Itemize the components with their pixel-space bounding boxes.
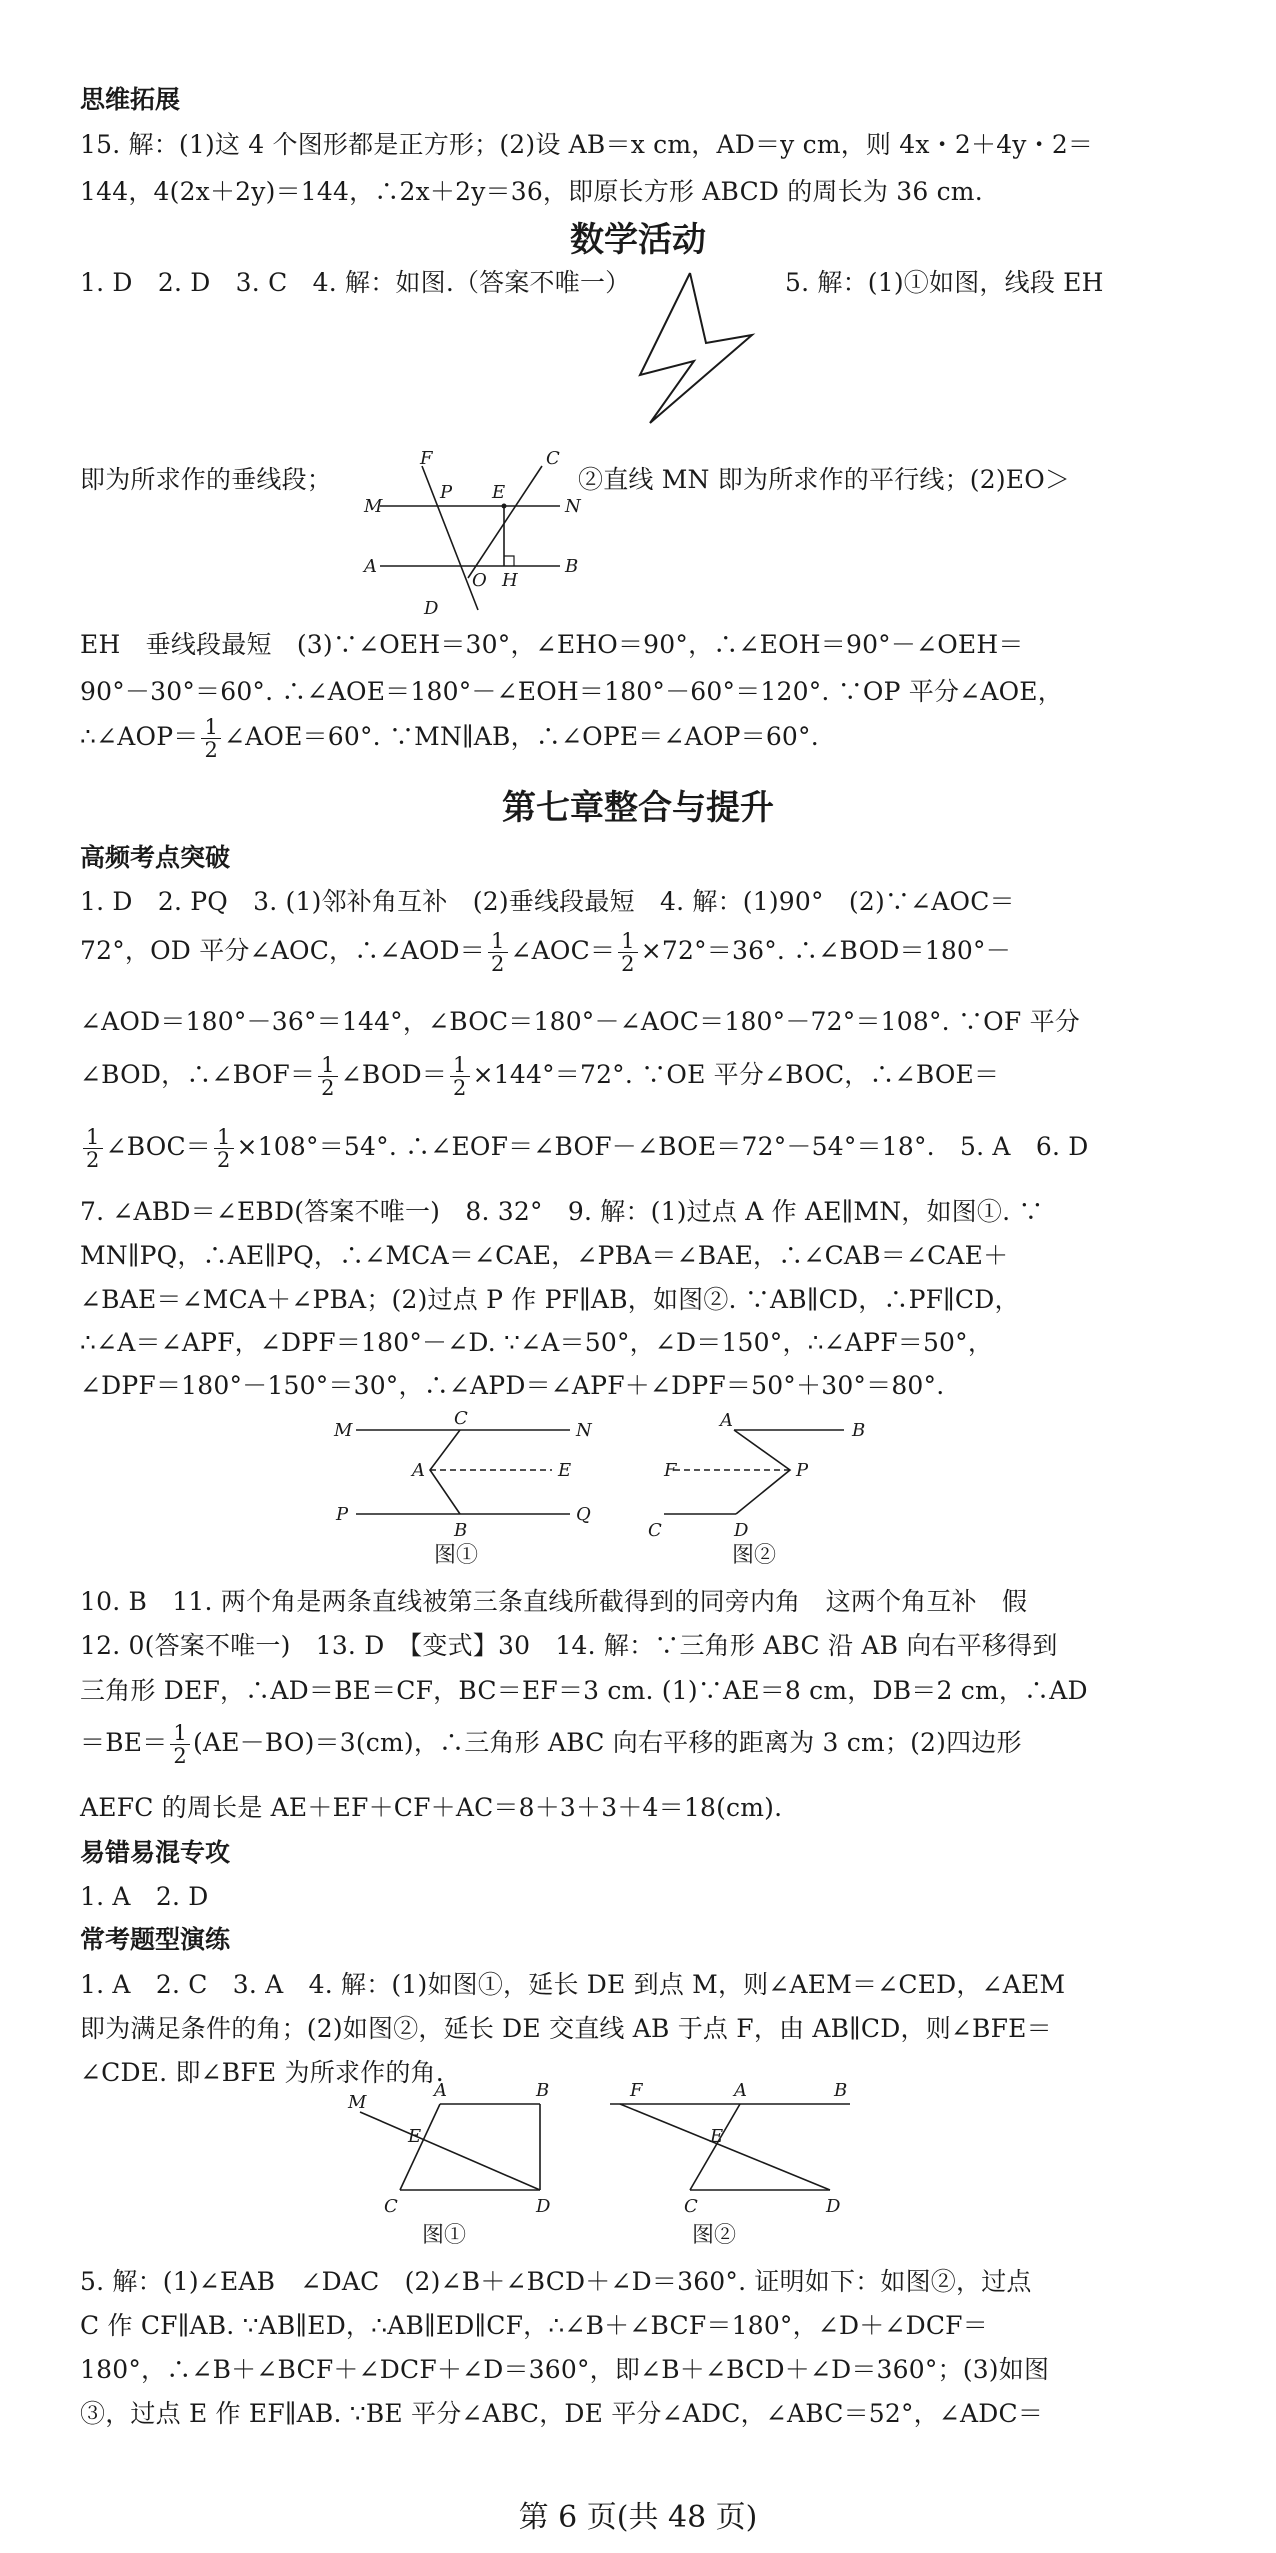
section-heading-common-types: 常考题型演练	[80, 1925, 231, 1954]
label-N: N	[565, 496, 581, 517]
answer-line-hf-4: ∠BOD，∴∠BOF＝ $\frac{1}{2}$ ∠BOD＝ $\frac{1}{2}$ ×144°＝72°. ∵OE 平分∠BOC，∴∠BOE＝	[80, 1053, 1000, 1101]
section-title-chapter-7: 第七章整合与提升	[502, 788, 774, 828]
fraction-half: $\frac{1}{2}$	[450, 1054, 470, 1099]
answer-line-15-a: 15. 解：(1)这 4 个图形都是正方形；(2)设 AB＝x cm，AD＝y cm，则 4x・2＋4y・2＝	[80, 130, 1094, 159]
answer-line-ep-1: 1. A 2. D	[80, 1882, 209, 1911]
answer-line-hf-3: ∠AOD＝180°－36°＝144°，∠BOC＝180°－∠AOC＝180°－72°＝108°. ∵OF 平分	[80, 1007, 1080, 1036]
answer-line-15-b: 144，4(2x＋2y)＝144，∴2x＋2y＝36，即原长方形 ABCD 的周长为 36 cm.	[80, 177, 983, 206]
answer-line-activity-5: 5. 解：(1)①如图，线段 EH	[785, 268, 1104, 297]
answer-line-hf-7: MN∥PQ，∴AE∥PQ，∴∠MCA＝∠CAE，∠PBA＝∠BAE，∴∠CAB＝∠CAE＋	[80, 1241, 1009, 1270]
figure-caption: 图②	[692, 2223, 737, 2248]
answer-line-ct-6: 180°，∴∠B＋∠BCF＋∠DCF＋∠D＝360°，即∠B＋∠BCD＋∠D＝360°；(3)如图	[80, 2355, 1050, 2384]
figure-perpendicular	[360, 450, 590, 634]
answer-line-activity-5-a: 即为所求作的垂线段；	[80, 465, 333, 494]
label-F: F	[420, 450, 433, 469]
answer-line-hf-14: ＝BE＝ $\frac{1}{2}$ (AE－BO)＝3(cm)，∴三角形 ABC 向右平移的距离为 3 cm；(2)四边形	[80, 1721, 1022, 1769]
label-A: A	[734, 2080, 747, 2101]
answer-line-ct-7: ③，过点 E 作 EF∥AB. ∵BE 平分∠ABC，DE 平分∠ADC，∠ABC＝52°，∠ADC＝	[80, 2399, 1044, 2428]
label-C: C	[454, 1410, 468, 1429]
label-Q: Q	[576, 1504, 591, 1525]
section-heading-error-prone: 易错易混专攻	[80, 1838, 231, 1867]
label-H: H	[502, 570, 518, 591]
figure-problem-9-2	[640, 1410, 880, 1574]
figure-ct-4-1	[340, 2078, 570, 2252]
answer-line-activity-5-b: ②直线 MN 即为所求作的平行线；(2)EO＞	[578, 465, 1071, 494]
label-A: A	[434, 2080, 447, 2101]
answer-line-ct-4: 5. 解：(1)∠EAB ∠DAC (2)∠B＋∠BCD＋∠D＝360°. 证明如下：如图②，过点	[80, 2267, 1032, 2296]
answer-line-hf-6: 7. ∠ABD＝∠EBD(答案不唯一) 8. 32° 9. 解：(1)过点 A 作 AE∥MN，如图①. ∵	[80, 1197, 1044, 1226]
label-M: M	[364, 496, 383, 517]
label-B: B	[834, 2080, 848, 2101]
answer-line-ct-5: C 作 CF∥AB. ∵AB∥ED，∴AB∥ED∥CF，∴∠B＋∠BCF＝180°，∠D＋∠DCF＝	[80, 2311, 988, 2340]
label-B: B	[536, 2080, 550, 2101]
label-O: O	[472, 570, 487, 591]
label-P: P	[336, 1504, 349, 1525]
answer-line-hf-2: 72°，OD 平分∠AOC，∴∠AOD＝ $\frac{1}{2}$ ∠AOC＝ $\frac{1}{2}$ ×72°＝36°. ∴∠BOD＝180°－	[80, 929, 1011, 977]
label-N: N	[576, 1420, 592, 1441]
answer-line-hf-13: 三角形 DEF，∴AD＝BE＝CF，BC＝EF＝3 cm. (1)∵AE＝8 cm，DB＝2 cm，∴AD	[80, 1676, 1088, 1705]
lightning-figure	[630, 265, 760, 434]
fraction-half: $\frac{1}{2}$	[214, 1126, 234, 1171]
section-heading-thinking: 思维拓展	[80, 85, 181, 114]
label-F: F	[630, 2080, 643, 2101]
fraction-half: $\frac{1}{2}$	[618, 930, 638, 975]
label-E: E	[558, 1460, 572, 1481]
label-B: B	[852, 1420, 866, 1441]
answer-line-activity-8: ∴∠AOP＝ $\frac{1}{2}$ ∠AOE＝60°. ∵MN∥AB，∴∠OPE＝∠AOP＝60°.	[80, 715, 819, 763]
fraction-half: $\frac{1}{2}$	[201, 716, 221, 761]
answer-line-activity-6: EH 垂线段最短 (3)∵∠OEH＝30°，∠EHO＝90°，∴∠EOH＝90°－∠OEH＝	[80, 630, 1024, 659]
figure-caption: 图①	[434, 1543, 479, 1568]
answer-line-hf-11: 10. B 11. 两个角是两条直线被第三条直线所截得到的同旁内角 这两个角互补 假	[80, 1587, 1028, 1616]
label-D: D	[734, 1520, 749, 1541]
figure-ct-4-2	[600, 2078, 860, 2252]
lightning-shape	[640, 273, 752, 423]
label-F: F	[664, 1460, 677, 1481]
label-E: E	[710, 2126, 724, 2147]
answer-line-ct-3: ∠CDE. 即∠BFE 为所求作的角.	[80, 2058, 444, 2087]
answer-line-activity-7: 90°－30°＝60°. ∴∠AOE＝180°－∠EOH＝180°－60°＝120°. ∵OP 平分∠AOE，	[80, 677, 1063, 706]
answer-line-hf-12: 12. 0(答案不唯一) 13. D 【变式】30 14. 解：∵三角形 ABC 沿 AB 向右平移得到	[80, 1631, 1058, 1660]
label-D: D	[536, 2196, 551, 2217]
label-C: C	[684, 2196, 698, 2217]
fraction-half: $\frac{1}{2}$	[318, 1054, 338, 1099]
section-heading-high-frequency: 高频考点突破	[80, 843, 231, 872]
figure-problem-9-1	[330, 1410, 610, 1574]
label-B: B	[565, 556, 579, 577]
answer-line-hf-5: $\frac{1}{2}$ ∠BOC＝ $\frac{1}{2}$ ×108°＝54°. ∴∠EOF＝∠BOF－∠BOE＝72°－54°＝18°. 5. A 6. D	[80, 1126, 1089, 1171]
label-A: A	[412, 1460, 425, 1481]
answer-line-activity-1: 1. D 2. D 3. C 4. 解：如图.（答案不唯一）	[80, 268, 631, 297]
answer-line-ct-1: 1. A 2. C 3. A 4. 解：(1)如图①，延长 DE 到点 M，则∠AEM＝∠CED，∠AEM	[80, 1970, 1066, 1999]
label-D: D	[424, 598, 439, 619]
answer-line-hf-15: AEFC 的周长是 AE＋EF＋CF＋AC＝8＋3＋3＋4＝18(cm).	[80, 1793, 783, 1822]
label-E: E	[492, 482, 506, 503]
label-A: A	[364, 556, 377, 577]
label-D: D	[826, 2196, 841, 2217]
section-title-math-activity: 数学活动	[570, 220, 706, 260]
label-C: C	[546, 450, 560, 469]
answer-line-hf-8: ∠BAE＝∠MCA＋∠PBA；(2)过点 P 作 PF∥AB，如图②. ∵AB∥CD，∴PF∥CD，	[80, 1285, 1020, 1314]
label-C: C	[648, 1520, 662, 1541]
page-number-footer: 第 6 页(共 48 页)	[518, 2500, 758, 2535]
label-P: P	[440, 482, 453, 503]
label-A: A	[720, 1410, 733, 1431]
label-P: P	[796, 1460, 809, 1481]
answer-line-hf-9: ∴∠A＝∠APF，∠DPF＝180°－∠D. ∵∠A＝50°，∠D＝150°，∴∠APF＝50°，	[80, 1328, 994, 1357]
fraction-half: $\frac{1}{2}$	[170, 1722, 190, 1767]
label-B: B	[454, 1520, 468, 1541]
right-angle-mark	[504, 556, 514, 566]
answer-line-hf-10: ∠DPF＝180°－150°＝30°，∴∠APD＝∠APF＋∠DPF＝50°＋30°＝80°.	[80, 1371, 945, 1400]
label-M: M	[348, 2092, 367, 2113]
label-E: E	[408, 2126, 422, 2147]
answer-line-ct-2: 即为满足条件的角；(2)如图②，延长 DE 交直线 AB 于点 F，由 AB∥CD，则∠BFE＝	[80, 2014, 1052, 2043]
fraction-half: $\frac{1}{2}$	[488, 930, 508, 975]
label-C: C	[384, 2196, 398, 2217]
figure-caption: 图②	[732, 1543, 777, 1568]
fraction-half: $\frac{1}{2}$	[83, 1126, 103, 1171]
figure-caption: 图①	[422, 2223, 467, 2248]
point-e-dot	[502, 504, 507, 509]
label-M: M	[334, 1420, 353, 1441]
answer-line-hf-1: 1. D 2. PQ 3. (1)邻补角互补 (2)垂线段最短 4. 解：(1)90° (2)∵∠AOC＝	[80, 887, 1015, 916]
